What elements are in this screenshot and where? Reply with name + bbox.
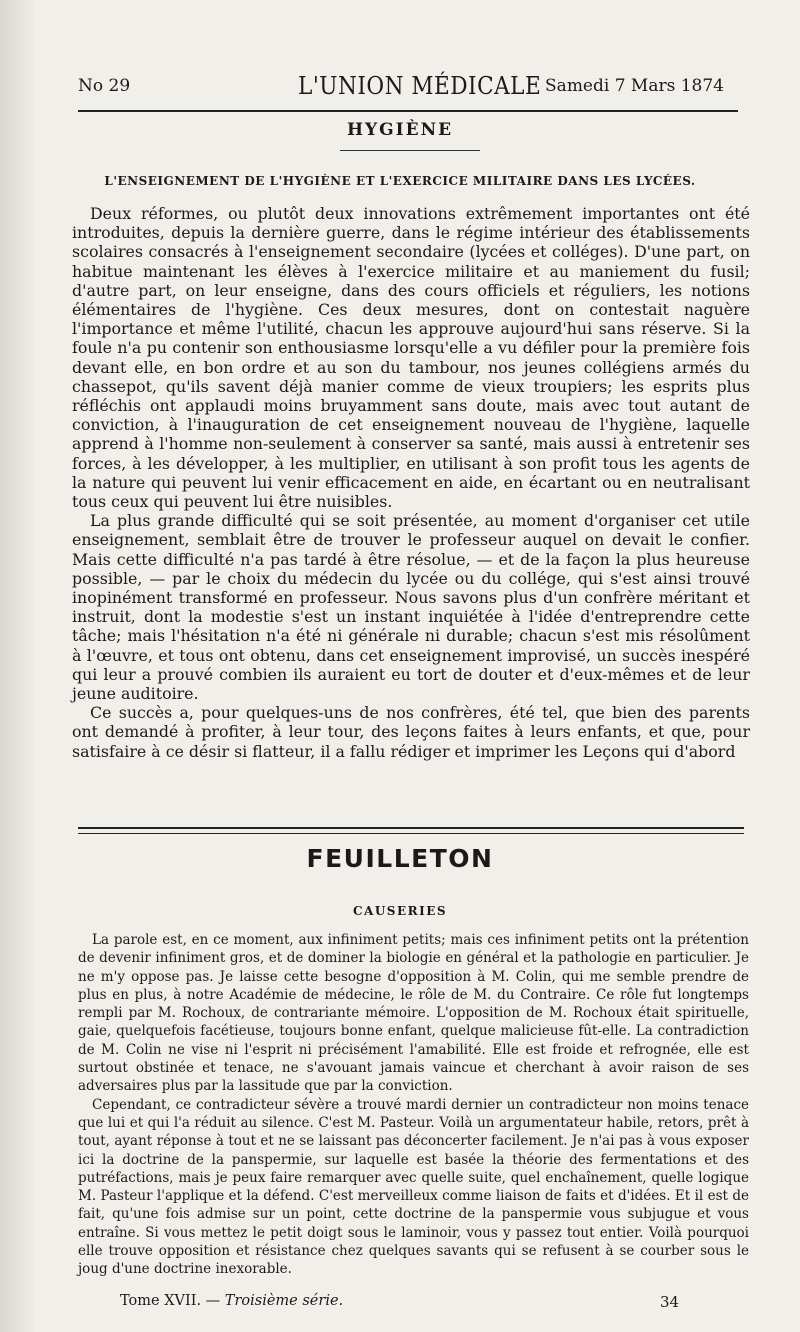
article-paragraph: Deux réformes, ou plutôt deux innovations extrêmement importantes ont été introduites, depuis la dernière guerre, dans le régime intérieur des établissements scolaires consacrés à l'enseignement secondaire (lycées et colléges). D'une part, on habitue maintenant les élèves à l'exercice militaire et au maniement du fusil; d'autre part, on leur enseigne, dans des cours officiels et réguliers, les notions élémentaires de l'hygiène. Ces deux mesures, dont on contestait naguère l'importance et même l'utilité, chacun les approuve aujourd'hui sans réserve. Si la foule n'a pu contenir son enthousiasme lorsqu'elle a vu défiler pour la première fois devant elle, en bon ordre et au son du tambour, nos jeunes collégiens armés du chassepot, qu'ils savent déjà manier comme de vieux troupiers; les esprits plus réfléchis ont applaudi moins bruyamment sans doute, mais avec tout autant de conviction, à l'inauguration de cet enseignement nouveau de l'hygiène, laquelle apprend à l'homme non-seulement à conserver sa santé, mais aussi à entretenir ses forces, à les développer, à les multiplier, en utilisant à son profit tous les agents de la nature qui peuvent lui venir efficacement en aide, en écartant ou en neutralisant tous ceux qui peuvent lui être nuisibles. bbox=[72, 204, 750, 512]
issue-date: Samedi 7 Mars 1874 bbox=[545, 76, 724, 96]
volume-label: Tome XVII. — bbox=[120, 1293, 225, 1309]
feuilleton-paragraph: La parole est, en ce moment, aux infiniment petits; mais ces infiniment petits ont la prétention de devenir infiniment gros, et de dominer la biologie en général et la pathologie en particulier. Je ne m'y oppose pas. Je laisse cette besogne d'opposition à M. Colin, qui me semble prendre de plus en plus, à notre Académie de médecine, le rôle de M. du Contraire. Ce rôle fut longtemps rempli par M. Rochoux, de contrariante mémoire. L'opposition de M. Rochoux était spirituelle, gaie, quelquefois facétieuse, toujours bonne enfant, quelque malicieuse fût-elle. La contradiction de M. Colin ne vise ni l'esprit ni précisément l'amabilité. Elle est froide et refrognée, elle est surtout obstinée et tenace, ne s'avouant jamais vaincue et cherchant à avoir raison de ses adversaires plus par la lassitude que par la conviction. bbox=[78, 932, 749, 1095]
feuilleton-separator-rule bbox=[78, 827, 744, 834]
journal-title: L'UNION MÉDICALE bbox=[298, 72, 542, 100]
page-header bbox=[78, 72, 724, 102]
feuilleton-paragraph: Cependant, ce contradicteur sévère a trouvé mardi dernier un contradicteur non moins tenace que lui et qui l'a réduit au silence. C'est M. Pasteur. Voilà un argumentateur habile, retors, prêt à tout, ayant réponse à tout et ne se laissant pas déconcerter facilement. Je n'ai pas à vous exposer ici la doctrine de la panspermie, sur laquelle est basée la théorie des fermentations et des putréfactions, mais je peux faire remarquer avec quelle suite, quel enchaînement, quelle logique M. Pasteur l'applique et la défend. C'est merveilleux comme liaison de faits et d'idées. Et il est de fait, qu'une fois admise sur un point, cette doctrine de la panspermie vous subjugue et vous entraîne. Si vous mettez le petit doigt sous le laminoir, vous y passez tout entier. Voilà pourquoi elle trouve opposition et résistance chez quelques savants qui se refusent à se courber sous le joug d'une doctrine inexorable. bbox=[78, 1096, 749, 1278]
article-body bbox=[72, 204, 750, 761]
header-rule bbox=[78, 110, 738, 112]
feuilleton-body bbox=[78, 931, 749, 1279]
feuilleton-title: FEUILLETON bbox=[306, 844, 494, 873]
issue-number: No 29 bbox=[78, 76, 131, 96]
section-title-rule bbox=[340, 150, 480, 151]
series-label: Troisième série. bbox=[224, 1293, 344, 1309]
feuilleton-subtitle: CAUSERIES bbox=[352, 904, 448, 918]
page-number: 34 bbox=[660, 1293, 680, 1311]
article-paragraph: Ce succès a, pour quelques-uns de nos confrères, été tel, que bien des parents ont demandé à profiter, à leur tour, des leçons faites à leurs enfants, et que, pour satisfaire à ce désir si flatteur, il a fallu rédiger et imprimer les Leçons qui d'abord bbox=[72, 703, 750, 761]
article-paragraph: La plus grande difficulté qui se soit présentée, au moment d'organiser cet utile enseignement, semblait être de trouver le professeur auquel on devait le confier. Mais cette difficulté n'a pas tardé à être résolue, — et de la façon la plus heureuse possible, — par le choix du médecin du lycée ou du collége, qui s'est ainsi trouvé inopinément transformé en professeur. Nous savons plus d'un confrère méritant et instruit, dont la modestie s'est un instant inquiétée à l'idée d'entreprendre cette tâche; mais l'hésitation n'a été ni générale ni durable; chacun s'est mis résolûment à l'œuvre, et tous ont obtenu, dans cet enseignement improvisé, un succès inespéré qui leur a prouvé combien ils auraient eu tort de douter et d'eux-mêmes et de leur jeune auditoire. bbox=[72, 511, 750, 704]
section-title: HYGIÈNE bbox=[346, 120, 454, 140]
footer-volume bbox=[120, 1293, 343, 1309]
article-subtitle: L'ENSEIGNEMENT DE L'HYGIÈNE ET L'EXERCICE MILITAIRE DANS LES LYCÉES. bbox=[104, 174, 696, 188]
page-edge-shadow bbox=[0, 0, 34, 1332]
